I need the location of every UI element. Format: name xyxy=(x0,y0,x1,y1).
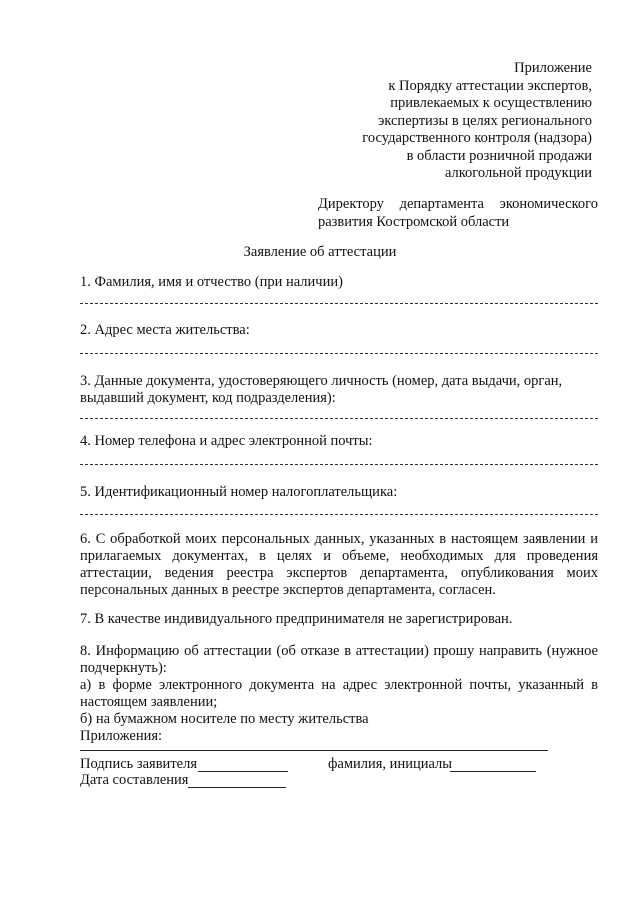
item-8-option-paper[interactable]: б) на бумажном носителе по месту жительства xyxy=(80,711,369,727)
item-3-line: 3. Данные документа, удостоверяющего личность (номер, дата выдачи, орган, xyxy=(80,373,563,389)
initials-line[interactable] xyxy=(450,771,536,772)
addressee-word: экономического xyxy=(499,196,598,212)
attachments-fill-line[interactable] xyxy=(80,750,548,751)
header-line: экспертизы в целях регионального xyxy=(378,112,592,129)
attachments-label: Приложения: xyxy=(80,728,163,744)
addressee-word: департамента xyxy=(399,196,484,212)
item-8-option-electronic[interactable]: а) в форме электронного документа на адрес электронной почты, указанный в xyxy=(80,677,598,693)
item-4-label: 4. Номер телефона и адрес электронной почты: xyxy=(80,433,373,449)
item-3-line: выдавший документ, код подразделения): xyxy=(80,390,336,406)
item-6-line: прилагаемых документах, в целях и объеме, необходимых для проведения xyxy=(80,548,598,564)
header-line: алкогольной продукции xyxy=(444,165,592,181)
item-6-line: аттестации, ведения реестра экспертов департамента, опубликования моих xyxy=(80,565,598,581)
date-label: Дата составления xyxy=(80,772,189,788)
appendix-header xyxy=(262,60,592,183)
addressee-line: развития Костромской области xyxy=(318,213,510,230)
addressee-word: Директору xyxy=(318,196,384,212)
item-8-line: 8. Информацию об аттестации (об отказе в аттестации) прошу направить (нужное xyxy=(80,643,598,659)
item-6-line: 6. С обработкой моих персональных данных, указанных в настоящем заявлении и xyxy=(80,531,598,547)
item-1-fill-line[interactable] xyxy=(80,303,598,304)
item-8-delivery xyxy=(80,643,598,745)
header-line: государственного контроля (надзора) xyxy=(362,130,592,146)
item-3-label xyxy=(80,373,598,407)
item-3-fill-line[interactable] xyxy=(80,418,598,419)
item-5-label: 5. Идентификационный номер налогоплательщика: xyxy=(80,484,398,500)
date-line[interactable] xyxy=(188,787,286,788)
item-7-statement: 7. В качестве индивидуального предпринимателя не зарегистрирован. xyxy=(80,611,513,627)
item-8-line: подчеркнуть): xyxy=(80,660,167,676)
document-title: Заявление об аттестации xyxy=(243,244,397,260)
header-line: в области розничной продажи xyxy=(406,147,592,164)
item-6-line: персональных данных в реестре экспертов департамента, согласен. xyxy=(80,582,496,598)
header-line: привлекаемых к осуществлению xyxy=(390,95,592,111)
item-2-label: 2. Адрес места жительства: xyxy=(80,322,250,338)
item-6-consent xyxy=(80,531,598,599)
item-5-fill-line[interactable] xyxy=(80,514,598,515)
item-8-option-electronic-cont[interactable]: настоящем заявлении; xyxy=(80,694,218,710)
applicant-signature-line[interactable] xyxy=(198,771,288,772)
item-1-label: 1. Фамилия, имя и отчество (при наличии) xyxy=(80,274,343,290)
initials-label: фамилия, инициалы xyxy=(328,756,453,772)
item-2-fill-line[interactable] xyxy=(80,353,598,354)
header-line: Приложение xyxy=(514,60,592,76)
addressee-block xyxy=(318,196,598,231)
header-line: к Порядку аттестации экспертов, xyxy=(388,77,592,94)
item-4-fill-line[interactable] xyxy=(80,464,598,465)
applicant-signature-label: Подпись заявителя xyxy=(80,756,197,772)
